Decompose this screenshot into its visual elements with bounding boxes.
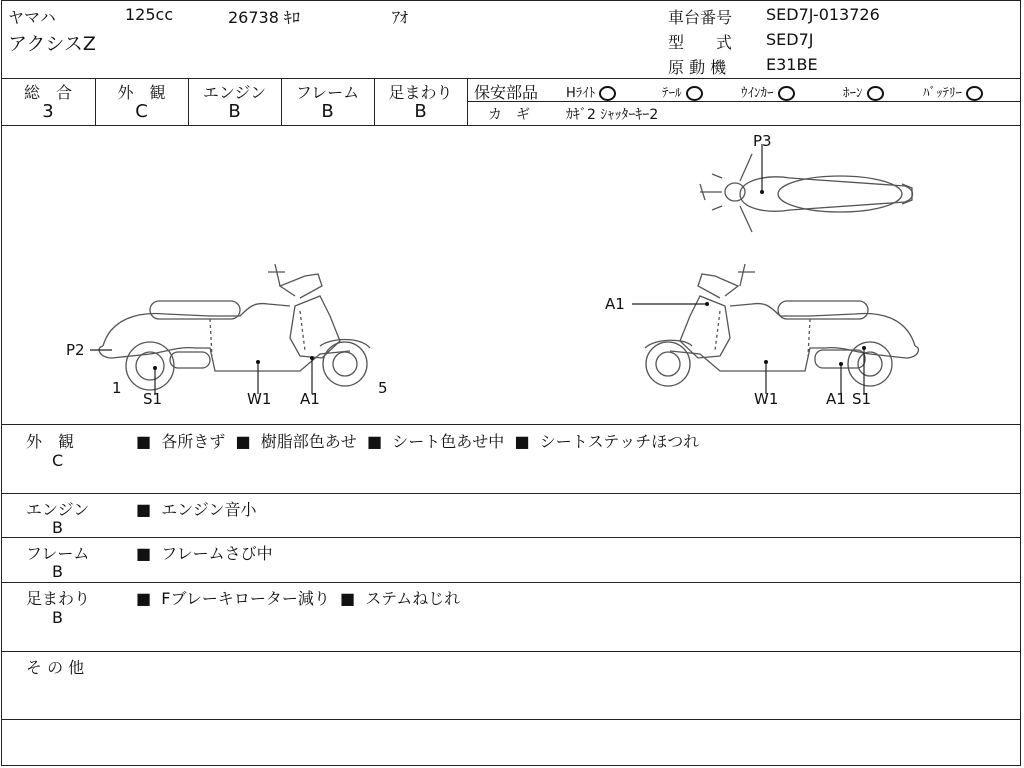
type-value: SED7J: [766, 30, 814, 49]
detail-items-frame: ■ フレームさび中: [136, 544, 273, 563]
safety-item-winker: ｳｲﾝｶｰ: [741, 82, 795, 101]
label-p3: P3: [753, 132, 772, 150]
detail-title-frame: フレーム: [26, 544, 90, 563]
label-5: 5: [378, 379, 388, 397]
label-a1: A1: [300, 390, 320, 408]
label-w1: W1: [247, 390, 272, 408]
rating-value-engine: B: [228, 101, 241, 122]
label-p2: P2: [66, 341, 85, 359]
divider: [1, 493, 1021, 494]
divider: [1, 651, 1021, 652]
color: ｱｵ: [392, 8, 409, 27]
ok-circle-icon: [778, 86, 795, 101]
rating-header-engine: エンジン: [202, 83, 267, 102]
type-label: 型 式: [668, 33, 733, 52]
chassis-label: 車台番号: [668, 8, 733, 27]
chassis-value: SED7J-013726: [766, 5, 880, 24]
label-a1-top: A1: [605, 295, 625, 313]
label-1: 1: [112, 379, 122, 397]
damage-diagram: [0, 126, 1024, 424]
rating-value-exterior: C: [135, 101, 148, 122]
detail-title-engine: エンジン: [26, 500, 90, 519]
ok-circle-icon: [599, 86, 616, 101]
label-w1-right: W1: [754, 390, 779, 408]
divider: [1, 582, 1021, 583]
divider: [467, 101, 1021, 102]
left-scooter-drawing: [99, 264, 370, 390]
detail-title-other: そ の 他: [26, 658, 85, 677]
engine-label: 原 動 機: [668, 58, 727, 77]
safety-item-headlight: Hﾗｲﾄ: [566, 82, 616, 101]
detail-items-suspension: ■ Fブレーキローター減り ■ ステムねじれ: [136, 589, 461, 608]
maker: ヤマハ: [8, 8, 56, 27]
rating-header-overall: 総 合: [23, 83, 72, 102]
engine-value: E31BE: [766, 55, 818, 74]
divider: [1, 719, 1021, 720]
detail-items-exterior: ■ 各所きず ■ 樹脂部色あせ ■ シート色あせ中 ■ シートステッチほつれ: [136, 432, 700, 451]
rating-value-overall: 3: [42, 101, 54, 122]
rating-header-exterior: 外 観: [117, 83, 166, 102]
divider: [467, 78, 468, 125]
key-label: カ ギ: [488, 107, 530, 123]
detail-items-engine: ■ エンジン音小: [136, 500, 257, 519]
mileage: 26738 ｷﾛ: [228, 8, 300, 27]
right-scooter-drawing: [645, 264, 918, 386]
displacement: 125cc: [125, 5, 174, 24]
label-a1-right: A1: [826, 390, 846, 408]
detail-grade-suspension: B: [52, 608, 63, 627]
divider: [1, 424, 1021, 425]
rating-header-suspension: 足まわり: [388, 83, 453, 102]
model-name: アクシスZ: [8, 33, 96, 55]
safety-item-horn: ﾎｰﾝ: [843, 82, 884, 101]
safety-label: 保安部品: [474, 83, 539, 102]
top-scooter-drawing: [700, 154, 913, 232]
label-leader-lines: [90, 144, 864, 394]
detail-title-suspension: 足まわり: [26, 589, 91, 608]
detail-title-exterior: 外 観: [26, 432, 75, 451]
rating-header-frame: フレーム: [295, 83, 360, 102]
safety-item-tail: ﾃｰﾙ: [662, 82, 703, 101]
divider: [1, 537, 1021, 538]
divider: [1, 78, 1021, 79]
label-s1: S1: [143, 390, 163, 408]
ok-circle-icon: [966, 86, 983, 101]
safety-item-battery: ﾊﾞｯﾃﾘｰ: [923, 82, 983, 101]
ok-circle-icon: [867, 86, 884, 101]
rating-value-suspension: B: [414, 101, 427, 122]
ok-circle-icon: [686, 86, 703, 101]
rating-value-frame: B: [321, 101, 334, 122]
label-s1-right: S1: [852, 390, 872, 408]
detail-grade-engine: B: [52, 518, 63, 537]
detail-grade-frame: B: [52, 562, 63, 581]
damage-points: [153, 190, 866, 370]
key-value: ｶｷﾞ2 ｼｬｯﾀｰｷｰ2: [566, 107, 659, 123]
detail-grade-exterior: C: [52, 451, 64, 470]
